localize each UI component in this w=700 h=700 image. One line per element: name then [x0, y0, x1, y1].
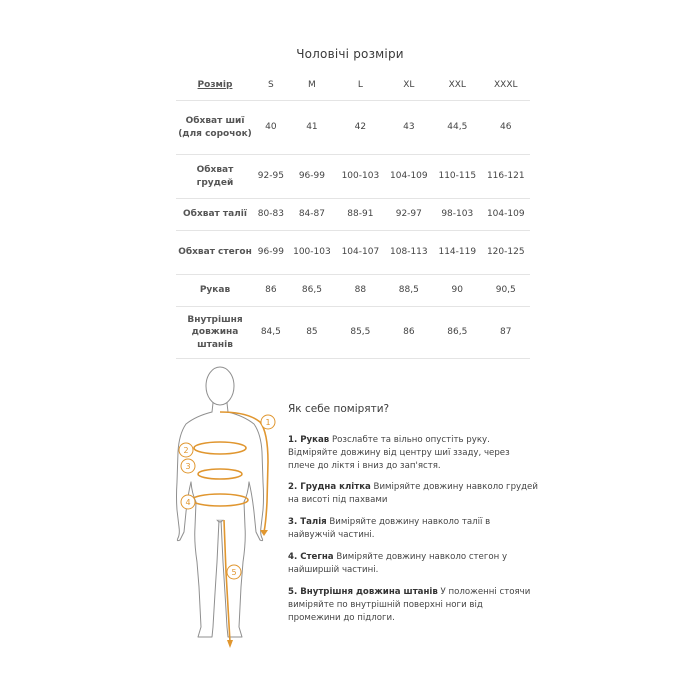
step-title: 5. Внутрішня довжина штанів: [288, 586, 438, 597]
step-text: Виміряйте довжину навколо талії в найвужчій частині.: [288, 517, 491, 541]
table-header-row: [176, 70, 530, 101]
instruction-step: [288, 434, 538, 473]
marker-3: 3: [185, 462, 191, 471]
step-title: 2. Грудна клітка: [288, 482, 371, 493]
table-cell: 87: [482, 307, 531, 359]
marker-1: 1: [265, 418, 271, 427]
table-cell: 88,5: [385, 275, 433, 307]
row-label: Внутрішня довжина штанів: [176, 307, 254, 359]
row-label: Обхват стегон: [176, 231, 254, 275]
measurement-instructions: [288, 402, 538, 633]
instruction-step: [288, 481, 538, 507]
instruction-step: [288, 586, 538, 625]
table-cell: 108-113: [385, 231, 433, 275]
body-silhouette-illustration: [168, 362, 286, 652]
table-cell: 41: [288, 101, 336, 155]
size-column-header: M: [288, 70, 336, 101]
marker-2: 2: [183, 446, 189, 455]
table-cell: 84,5: [254, 307, 288, 359]
table-cell: 104-109: [385, 155, 433, 199]
table-cell: 85,5: [336, 307, 384, 359]
table-cell: 104-109: [482, 199, 531, 231]
table-cell: 98-103: [433, 199, 481, 231]
table-cell: 120-125: [482, 231, 531, 275]
step-text: У положенні стоячи виміряйте по внутрішній поверхні ноги від промежини до підлоги.: [288, 586, 531, 623]
marker-5: 5: [231, 568, 237, 577]
step-title: 1. Рукав: [288, 434, 330, 445]
row-label: Обхват грудей: [176, 155, 254, 199]
table-cell: 96-99: [254, 231, 288, 275]
table-cell: 110-115: [433, 155, 481, 199]
table-cell: 92-95: [254, 155, 288, 199]
instruction-step: [288, 551, 538, 577]
table-cell: 43: [385, 101, 433, 155]
instructions-heading: Як себе поміряти?: [288, 403, 390, 415]
table-row: [176, 155, 530, 199]
table-cell: 116-121: [482, 155, 531, 199]
table-cell: 80-83: [254, 199, 288, 231]
table-cell: 85: [288, 307, 336, 359]
size-column-header: XXXL: [482, 70, 531, 101]
row-label: Рукав: [176, 275, 254, 307]
table-cell: 86: [385, 307, 433, 359]
table-cell: 40: [254, 101, 288, 155]
size-column-header: S: [254, 70, 288, 101]
page-title: Чоловічі розміри: [296, 47, 404, 61]
table-cell: 46: [482, 101, 531, 155]
step-text: Виміряйте довжину навколо грудей на висоті під пахвами: [288, 482, 538, 506]
table-cell: 86: [254, 275, 288, 307]
table-row: [176, 101, 530, 155]
instruction-step: [288, 516, 538, 542]
row-label: Обхват талії: [176, 199, 254, 231]
size-column-header: XXL: [433, 70, 481, 101]
table-cell: 84-87: [288, 199, 336, 231]
step-title: 4. Стегна: [288, 551, 334, 562]
table-cell: 92-97: [385, 199, 433, 231]
table-cell: 88: [336, 275, 384, 307]
table-row: [176, 275, 530, 307]
row-label: Обхват шиї (для сорочок): [176, 101, 254, 155]
table-cell: 96-99: [288, 155, 336, 199]
table-row: [176, 199, 530, 231]
size-header-label: Розмір: [176, 70, 254, 101]
size-table: [176, 70, 530, 359]
table-cell: 86,5: [433, 307, 481, 359]
table-cell: 114-119: [433, 231, 481, 275]
table-cell: 90: [433, 275, 481, 307]
table-cell: 44,5: [433, 101, 481, 155]
size-column-header: XL: [385, 70, 433, 101]
table-cell: 104-107: [336, 231, 384, 275]
table-row: [176, 231, 530, 275]
table-cell: 90,5: [482, 275, 531, 307]
step-title: 3. Талія: [288, 517, 327, 528]
table-cell: 88-91: [336, 199, 384, 231]
table-cell: 42: [336, 101, 384, 155]
table-row: [176, 307, 530, 359]
table-cell: 100-103: [336, 155, 384, 199]
size-column-header: L: [336, 70, 384, 101]
table-cell: 100-103: [288, 231, 336, 275]
step-text: Розслабте та вільно опустіть руку. Відміряйте довжину від центру шиї ззаду, через плече до ліктя і вниз до зап'ястя.: [288, 434, 510, 471]
step-text: Виміряйте довжину навколо стегон у найширшій частині.: [288, 551, 508, 575]
measurement-figure: [168, 362, 286, 652]
table-cell: 86,5: [288, 275, 336, 307]
marker-4: 4: [185, 498, 191, 507]
